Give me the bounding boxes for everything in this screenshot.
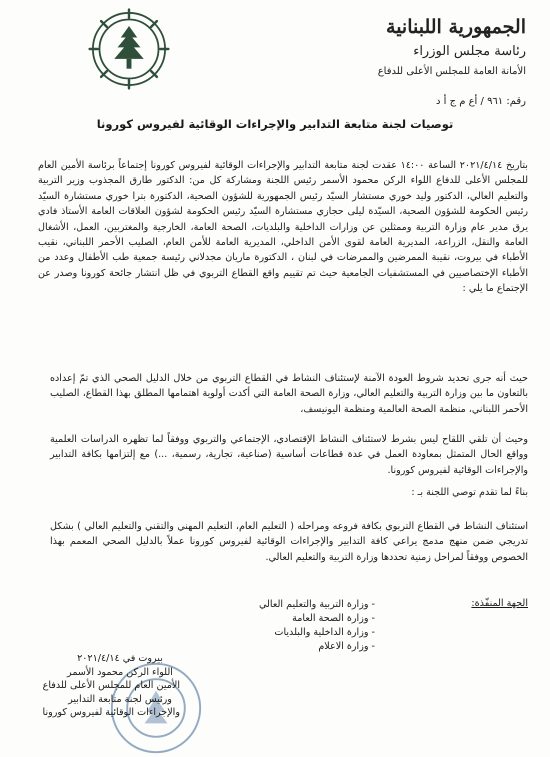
reference-number: رقم: ٩٦١ / أع م ج أ د <box>435 96 526 107</box>
recommendation-paragraph: استئناف النشاط في القطاع التربوي بكافة فروعه ومراحله ( التعليم العام، التعليم المهني والتقني والتعليم العالي ) بشكل تدريجي ضمن منهج مدمج يراعي كافة التدابير والإجراءات الوقائية لفيروس كورونا عملاً بالدليل الصحي المعمم بهذا الخصوص ووفقاً لمراحل زمنية تحددها وزارة التربية والتعليم العالي. <box>50 521 528 563</box>
signatory-role: والإجراءات الوقائية لفيروس كورونا <box>42 707 180 718</box>
signature-block <box>42 652 180 720</box>
header-republic: الجمهورية اللبنانية <box>386 16 526 38</box>
header-presidency: رئاسة مجلس الوزراء <box>413 44 526 59</box>
signatory-name: اللواء الركن محمود الأسمر <box>67 666 173 678</box>
document-title: توصيات لجنة متابعة التدابير والإجراءات الوقائية لفيروس كورونا <box>96 117 454 131</box>
intro-paragraph: بتاريخ ٢٠٢١/٤/١٤ الساعة ١٤:٠٠ عقدت لجنة متابعة التدابير والإجراءات الوقائية لفيروس كورونا إجتماعاً برئاسة الأمين العام للمجلس الأعلى للدفاع اللواء الركن محمود الأسمر رئيس اللجنة ومشاركة كل من: الدكتور طارق المجذوب وزير التربية والتعليم العالي، الدكتور وليد خوري مستشار السيّد رئيس الجمهورية للشؤون الصحية، الدكتورة بترا خوري مستشارة السيّد رئيس الحكومة للشؤون الصحية، السيّدة ليلى حجازي مستشارة السيّد رئيس الحكومة لشؤون العلاقات العامة الأستاذ فادي يرق مدير عام وزارة التربية وممثلين عن وزارات الداخلية والبلديات، الصحة العامة، الخارجية والمغتربين، العمل، الأشغال العامة والنقل، الزراعة، المديرية العامة لقوى الأمن الداخلي، المديرية العامة للأمن العام، الصليب الأحمر اللبناني، نقيب الأطباء في بيروت، نقيبة الممرضين والممرضات في لبنان ، الدكتورة ماريان مجدلاني رئيسة جمعية طب الأطفال وعدد من الأطباء الإختصاصيين في المستشفيات الجامعية حيث تم تقييم واقع القطاع التربوي في ظل انتشار جائحة كورونا وصدر عن الإجتماع ما يلي : <box>38 160 528 295</box>
signatory-role: الأمين العام للمجلس الأعلى للدفاع <box>42 680 180 691</box>
signatory-role: ورئيس لجنة متابعة التدابير <box>68 693 172 705</box>
cedar-emblem-icon <box>88 8 170 90</box>
recommendation-intro: بناءً لما تقدم توصي اللجنة بـ : <box>411 487 528 498</box>
signature-place-date: بيروت في ٢٠٢١/٤/١٤ <box>77 653 163 664</box>
whereas-paragraph-1: حيث أنه جرى تحديد شروط العودة الآمنة لإستئناف النشاط في القطاع التربوي من خلال الدليل الصحي الذي تمّ إعداده بالتعاون ما بين وزارة التربية والتعليم العالي، وزارة الصحة العامة التي أكدت أولوية اهتمامها المطلق بهذا القطاع، الصليب الأحمر اللبناني، منظمة الصحة العالمية ومنظمة اليونيسف، <box>50 373 528 415</box>
entity-item: - وزارة الداخلية والبلديات <box>274 627 375 638</box>
implementing-entities-label: الجهة المنفّذة: <box>471 598 528 609</box>
entity-item: - وزارة الاعلام <box>318 641 375 652</box>
entity-item: - وزارة الصحة العامة <box>292 613 375 624</box>
header-secretariat: الأمانة العامة للمجلس الأعلى للدفاع <box>377 66 526 77</box>
implementing-entities-list <box>259 598 375 654</box>
entity-item: - وزارة التربية والتعليم العالي <box>259 599 375 610</box>
whereas-paragraph-2: وحيث أن تلقي اللقاح ليس بشرط لاستئناف النشاط الإقتصادي، الإجتماعي والتربوي ووفقاً لما تظهره الدراسات العلمية وواقع الحال المتمثل بمعاودة العمل في عدة قطاعات أساسية (صناعية، تجارية، رسمية، ...) مع إلتزامها بكافة التدابير والإجراءات الوقائية لفيروس كورونا. <box>50 434 528 476</box>
